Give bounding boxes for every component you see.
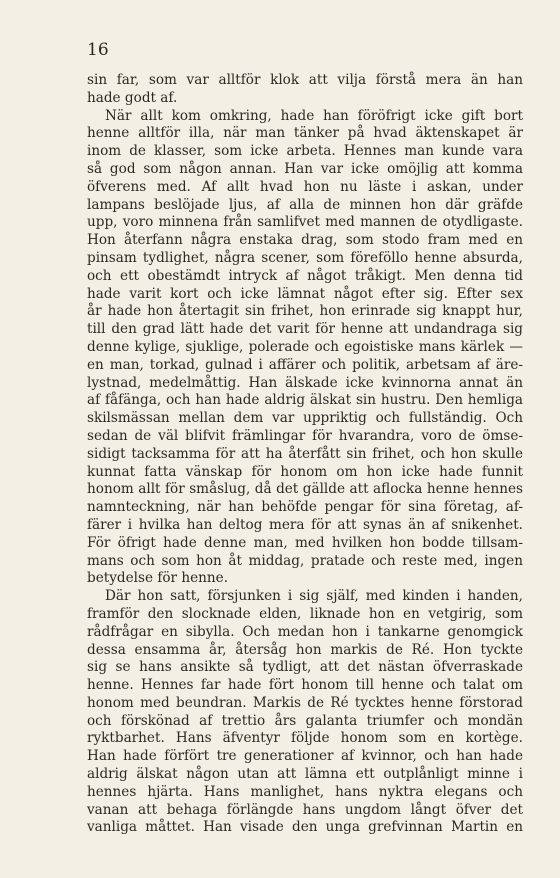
text-line: sig se hans ansikte så tydligt, att det nästan öfverraskade (87, 659, 523, 676)
text-line: henne. Hennes far hade fört honom till henne och talat om (87, 677, 523, 694)
text-line: och förskönad af trettio års galanta triumfer och mondän (87, 712, 523, 729)
text-line: hennes hjärta. Hans manlighet, hans nyktra elegans och (87, 783, 523, 800)
text-line: inom de klasser, som icke arbeta. Hennes man kunde vara (87, 143, 523, 160)
text-line: aldrig älskat någon utan att lämna ett outplånligt minne i (87, 766, 523, 783)
text-line: så god som någon annan. Han var icke omöjlig att komma (87, 160, 523, 177)
text-line: till den grad lätt hade det varit för henne att undandraga sig (87, 321, 523, 338)
text-line: pinsam tydlighet, några scener, som föreföllo henne absurda, (87, 249, 523, 266)
text-line: denne kylige, sjuklige, polerade och egoistiske mans kärlek — (87, 338, 523, 355)
text-line: vanliga måttet. Han visade den unga grefvinnan Martin en (87, 819, 523, 836)
text-line: lystnad, medelmåttig. Han älskade icke kvinnorna annat än (87, 374, 523, 391)
text-line: Hon återfann några enstaka drag, som stodo fram med en (87, 232, 523, 249)
text-line: honom allt för småslug, då det gällde att aflocka henne hennes (87, 481, 523, 498)
text-line: upp, voro minnena från samlifvet med mannen de otydligaste. (87, 214, 523, 231)
text-line: en man, torkad, gulnad i affärer och politik, arbetsam af äre- (87, 356, 523, 373)
text-line: sidigt tacksamma för att ha återfått sin frihet, och hon skulle (87, 445, 523, 462)
text-line: mans och som hon åt middag, pratade och reste med, ingen (87, 552, 523, 569)
text-line: När allt kom omkring, hade han föröfrigt icke gift bort (105, 107, 523, 124)
text-line: honom med beundran. Markis de Ré tycktes henne förstorad (87, 694, 523, 711)
text-line: hade varit kort och icke lämnat något efter sig. Efter sex (87, 285, 523, 302)
text-line: dessa ensamma år, återsåg hon markis de Ré. Hon tyckte (87, 641, 523, 658)
text-line: hade godt af. (87, 89, 178, 106)
text-line: framför den slocknade elden, liknade hon en vetgirig, som (87, 605, 523, 622)
text-line: år hade hon återtagit sin frihet, hon erinrade sig knappt hur, (87, 303, 523, 320)
text-line: kunnat fatta vänskap för honom om hon icke hade funnit (87, 463, 523, 480)
text-line: skilsmässan mellan dem var uppriktig och fullständig. Och (87, 410, 523, 427)
text-line: lampans beslöjade ljus, af alla de minnen hon där gräfde (87, 196, 523, 213)
text-line: För öfrigt hade denne man, med hvilken hon bodde tillsam- (87, 534, 523, 551)
text-line: henne alltför illa, när man tänker på hvad äktenskapet är (87, 125, 523, 142)
text-line: öfverens med. Af allt hvad hon nu läste i askan, under (87, 178, 523, 195)
text-line: namnteckning, när han behöfde pengar för sina företag, af- (87, 499, 523, 516)
body-text (87, 72, 523, 837)
text-line: rådfrågar en sibylla. Och medan hon i tankarne genomgick (87, 623, 523, 640)
text-line: af fåfänga, och han hade aldrig älskat sin hustru. Den hemliga (87, 392, 523, 409)
text-line: sedan de väl blifvit främlingar för hvarandra, voro de ömse- (87, 427, 523, 444)
text-line: ryktbarhet. Hans äfventyr följde honom som en kortège. (87, 730, 523, 747)
text-line: Där hon satt, försjunken i sig själf, med kinden i handen, (105, 588, 523, 605)
text-line: sin far, som var alltför klok att vilja förstå mera än han (87, 72, 523, 88)
page-number: 16 (87, 40, 109, 60)
text-line: vanan att behaga förlängde hans ungdom långt öfver det (87, 801, 523, 818)
text-line: färer i hvilka han deltog mera för att synas än af snikenhet. (87, 516, 523, 533)
text-line: Han hade förfört tre generationer af kvinnor, och han hade (87, 748, 523, 765)
text-line: betydelse för henne. (87, 570, 229, 587)
text-line: och ett obestämdt intryck af något tråkigt. Men denna tid (87, 267, 523, 284)
